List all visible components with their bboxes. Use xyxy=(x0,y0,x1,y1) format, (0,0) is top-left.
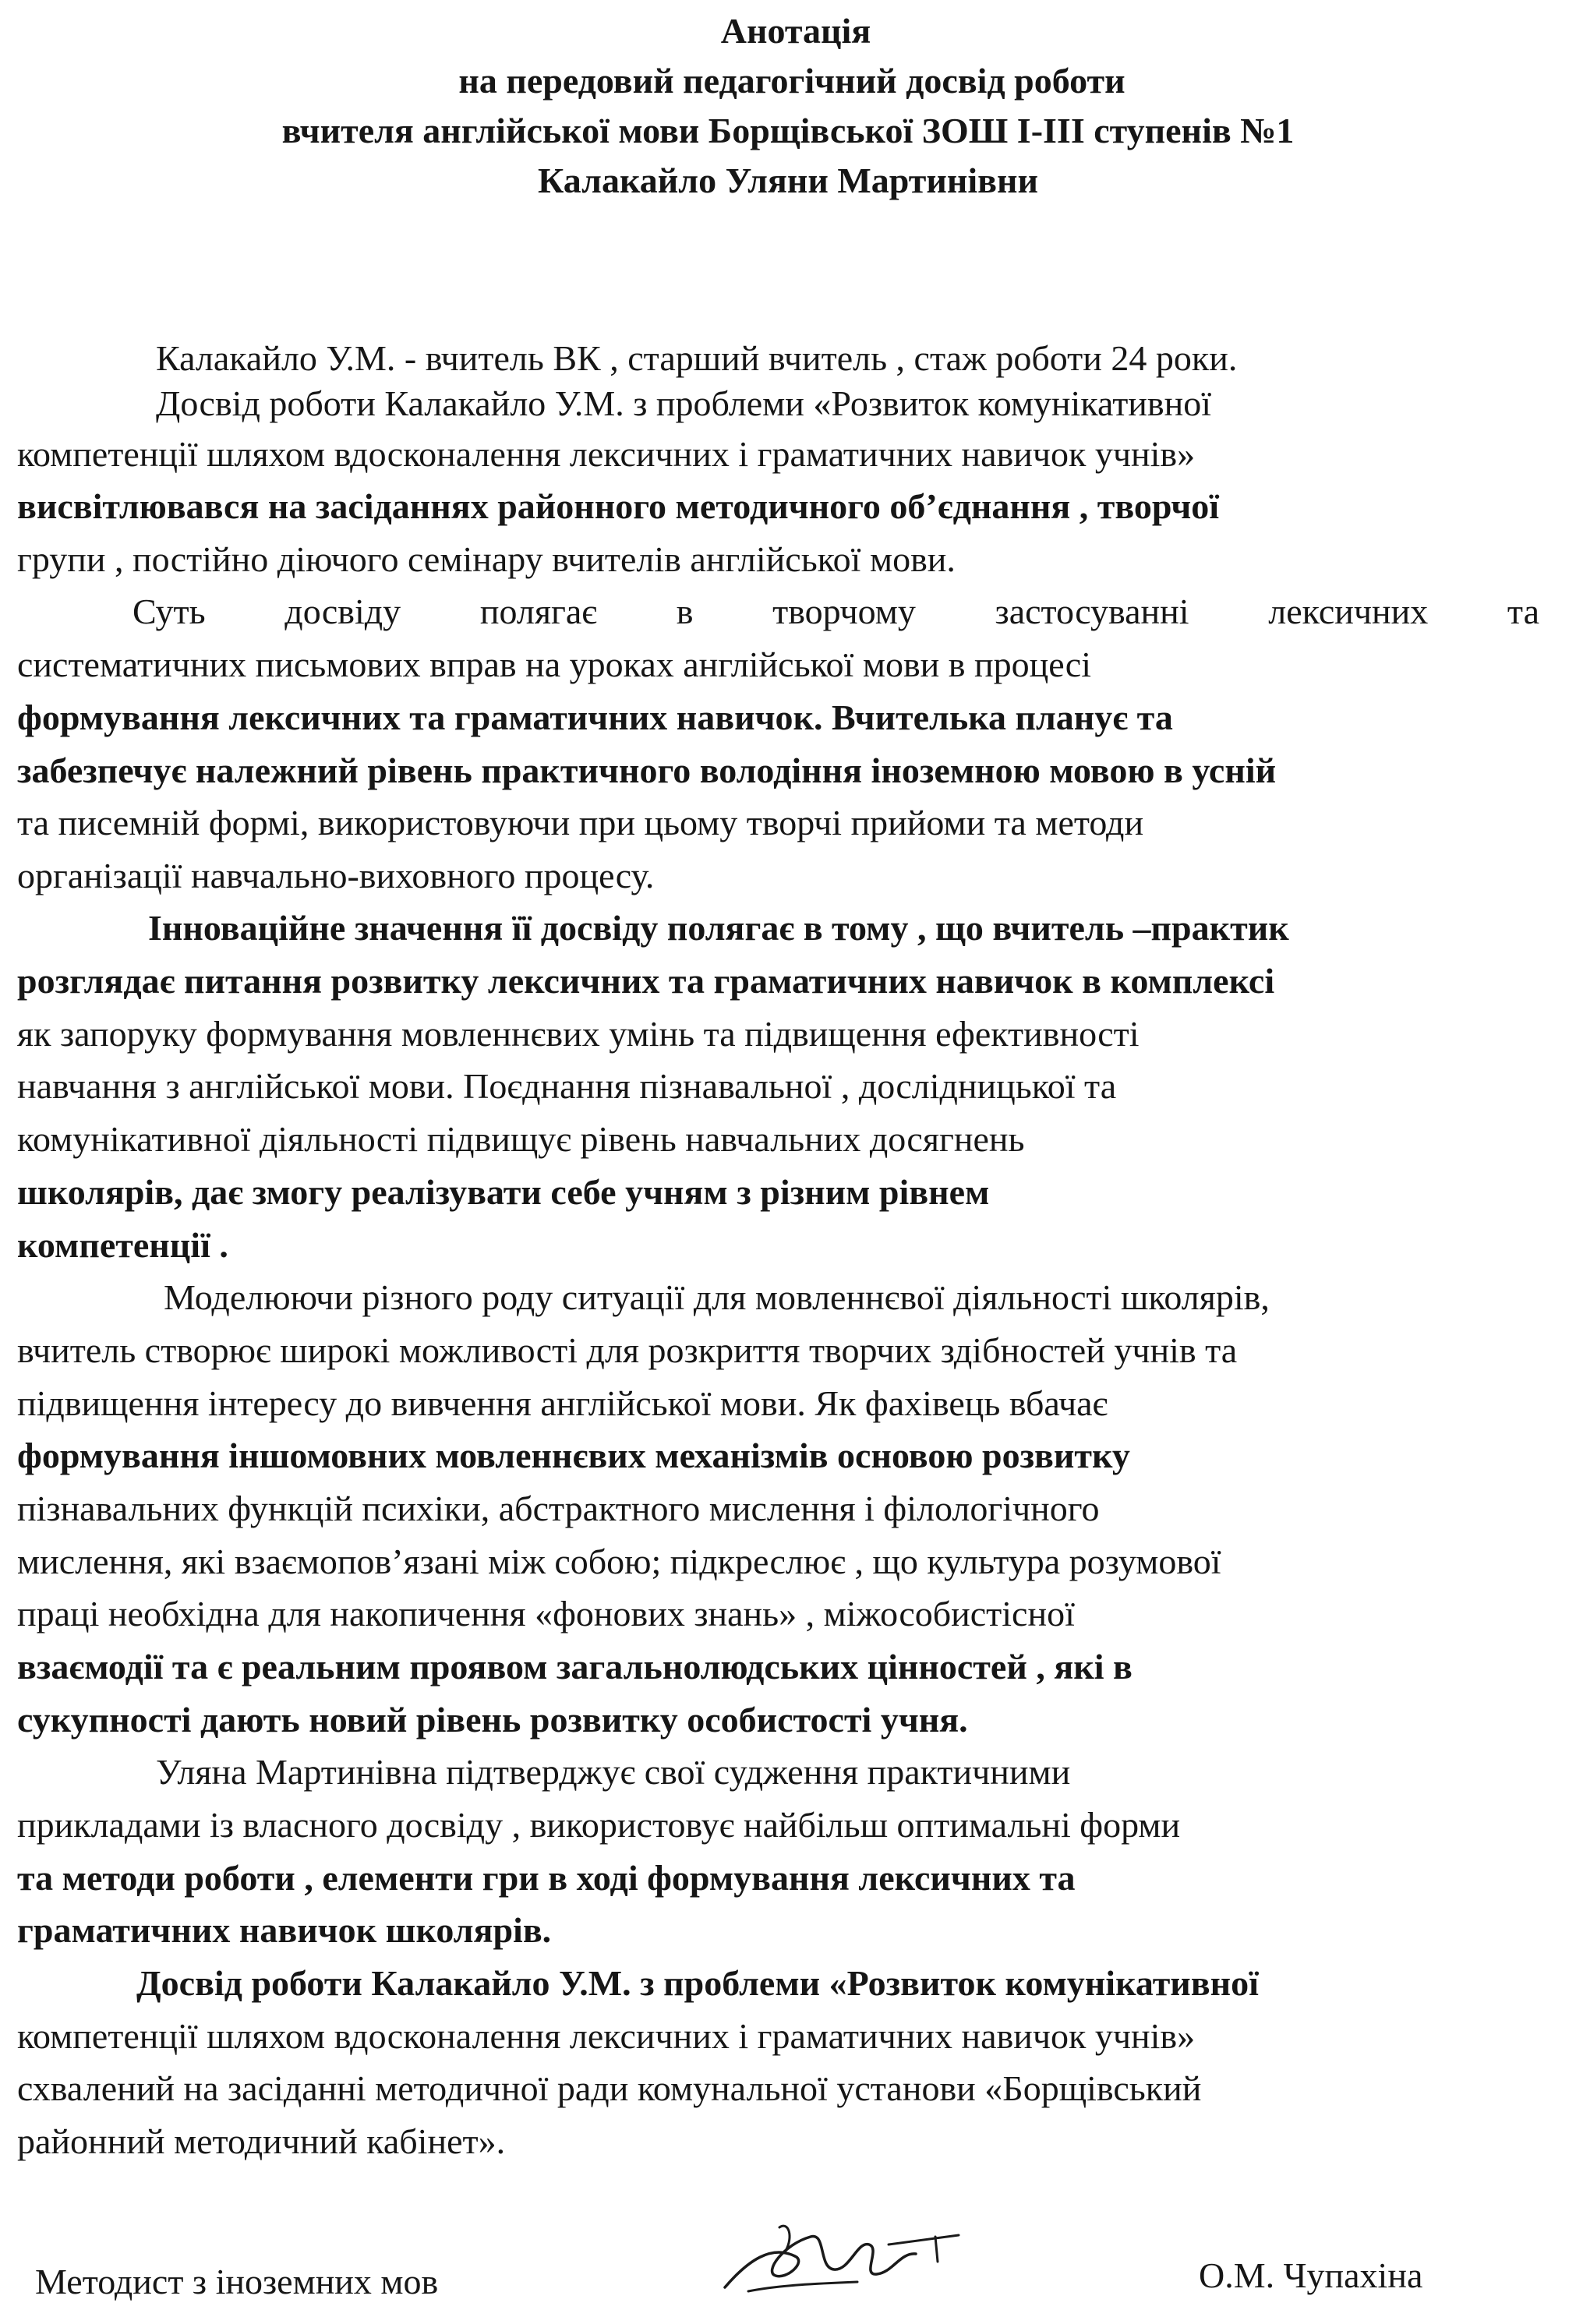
signer-name: О.М. Чупахіна xyxy=(1199,2255,1423,2295)
signer-position: Методист з іноземних мов xyxy=(35,2262,439,2301)
body-line: компетенції шляхом вдосконалення лексичних і граматичних навичок учнів» xyxy=(17,434,1196,474)
body-line: висвітлювався на засіданнях районного методичного об’єднання , творчої xyxy=(17,486,1220,526)
body-line: граматичних навичок школярів. xyxy=(17,1910,552,1950)
body-line: районний методичний кабінет». xyxy=(17,2121,506,2161)
body-line: організації навчально-виховного процесу. xyxy=(17,856,655,895)
body-line: Досвід роботи Калакайло У.М. з проблеми «Розвиток комунікативної xyxy=(156,383,1212,423)
title-line-3: вчителя англійської мови Борщівської ЗОШ І-ІІІ ступенів №1 xyxy=(281,111,1295,150)
body-line: праці необхідна для накопичення «фонових знань» , міжособистісної xyxy=(17,1594,1075,1634)
title-line-4: Калакайло Уляни Мартинівни xyxy=(538,161,1038,200)
body-line: пізнавальних функцій психіки, абстрактного мислення і філологічного xyxy=(17,1489,1100,1528)
body-line: прикладами із власного досвіду , використовує найбільш оптимальні форми xyxy=(17,1805,1181,1845)
handwritten-signature xyxy=(701,2213,982,2315)
body-line: сукупності дають новий рівень розвитку особистості учня. xyxy=(17,1700,968,1739)
title-line-1: Анотація xyxy=(720,11,871,51)
signature-block xyxy=(0,2237,1576,2315)
body-line: підвищення інтересу до вивчення англійської мови. Як фахівець вбачає xyxy=(17,1383,1108,1423)
body-line: формування іншомовних мовленнєвих механізмів основою розвитку xyxy=(17,1436,1130,1475)
body-line: Суть досвіду полягає в творчому застосуванні лексичних та xyxy=(133,592,1539,631)
body-line: Досвід роботи Калакайло У.М. з проблеми «Розвиток комунікативної xyxy=(136,1963,1259,2003)
body-line: комунікативної діяльності підвищує рівень навчальних досягнень xyxy=(17,1119,1025,1159)
body-line: вчитель створює широкі можливості для розкриття творчих здібностей учнів та xyxy=(17,1330,1238,1370)
body-line: школярів, дає змогу реалізувати себе учням з різним рівнем xyxy=(17,1172,990,1212)
body-line: групи , постійно діючого семінару вчителів англійської мови. xyxy=(17,539,956,579)
title-line-2: на передовий педагогічний досвід роботи xyxy=(458,61,1125,101)
body-line: взаємодії та є реальним проявом загальнолюдських цінностей , які в xyxy=(17,1647,1133,1686)
body-line: схвалений на засіданні методичної ради комунальної установи «Борщівський xyxy=(17,2068,1202,2108)
body-line: навчання з англійської мови. Поєднання пізнавальної , дослідницької та xyxy=(17,1066,1117,1106)
body-line: систематичних письмових вправ на уроках англійської мови в процесі xyxy=(17,645,1092,684)
body-line: та методи роботи , елементи гри в ході формування лексичних та xyxy=(17,1858,1076,1898)
body-line: розглядає питання розвитку лексичних та граматичних навичок в комплексі xyxy=(17,961,1275,1001)
body-line: Калакайло У.М. - вчитель ВК , старший вчитель , стаж роботи 24 роки. xyxy=(156,338,1238,378)
body-line: Моделюючи різного роду ситуації для мовленнєвої діяльності школярів, xyxy=(164,1277,1270,1317)
body-line: компетенції . xyxy=(17,1225,228,1265)
body-line: Інноваційне значення її досвіду полягає в тому , що вчитель –практик xyxy=(148,908,1289,948)
body-line: забезпечує належний рівень практичного володіння іноземною мовою в усній xyxy=(17,751,1277,790)
body-line: як запоруку формування мовленнєвих умінь та підвищення ефективності xyxy=(17,1014,1140,1054)
body-line: компетенції шляхом вдосконалення лексичних і граматичних навичок учнів» xyxy=(17,2016,1196,2056)
body-line: Уляна Мартинівна підтверджує свої судження практичними xyxy=(156,1752,1071,1792)
body-line: формування лексичних та граматичних навичок. Вчителька планує та xyxy=(17,698,1173,737)
body-line: мислення, які взаємопов’язані між собою; підкреслює , що культура розумової xyxy=(17,1542,1221,1581)
body-line: та писемній формі, використовуючи при цьому творчі прийоми та методи xyxy=(17,803,1144,842)
document-title xyxy=(0,6,1576,206)
